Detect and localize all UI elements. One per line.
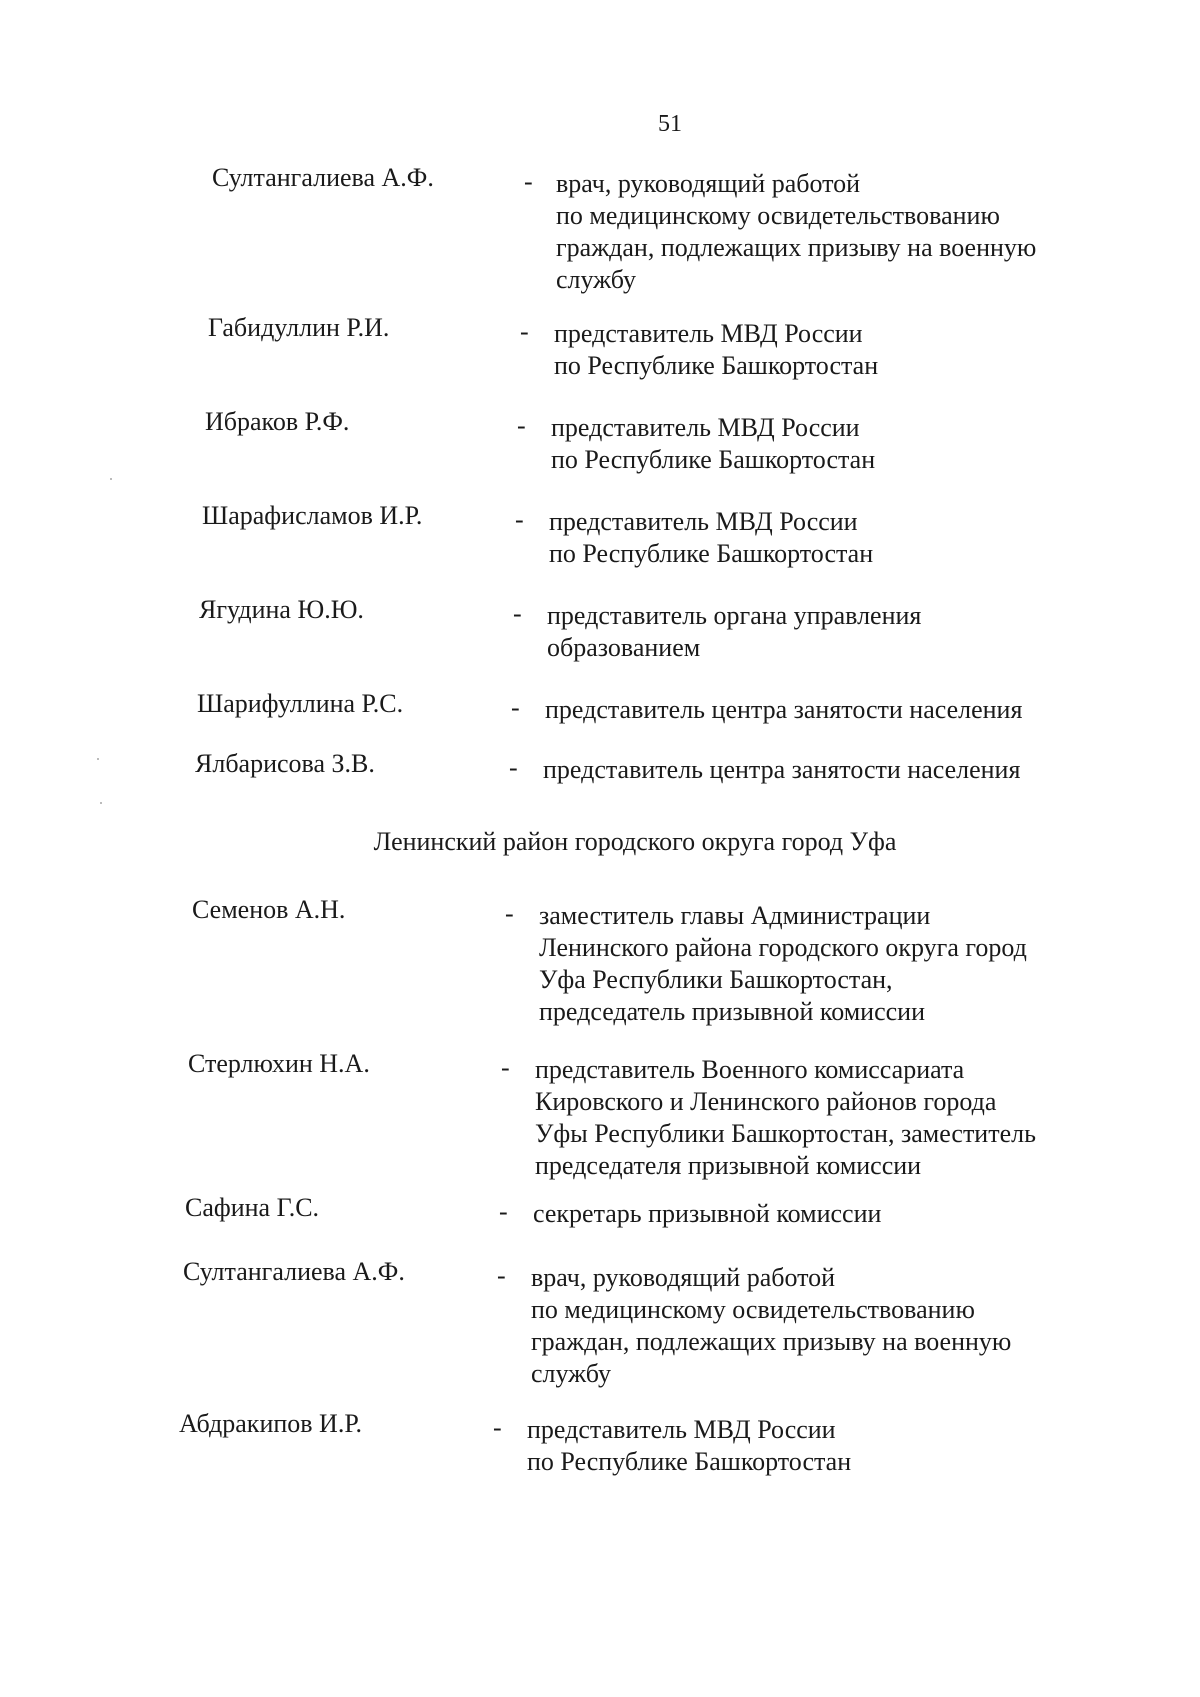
role-line: Ленинского района городского округа город — [539, 933, 1027, 962]
role-line: по Республике Башкортостан — [549, 539, 874, 568]
member-name: Шарифуллина Р.С. — [197, 689, 404, 718]
dash-separator: - — [493, 1413, 502, 1442]
dash-separator: - — [515, 505, 524, 534]
role-line: представитель МВД России — [527, 1415, 836, 1444]
role-line: Уфа Республики Башкортостан, — [539, 965, 893, 994]
member-role — [535, 1054, 1095, 1182]
member-role — [527, 1414, 1087, 1478]
role-line: представитель центра занятости населения — [543, 755, 1021, 784]
member-name: Ягудина Ю.Ю. — [199, 595, 364, 624]
dash-separator: - — [501, 1053, 510, 1082]
member-name: Семенов А.Н. — [192, 895, 346, 924]
page-number: 51 — [658, 111, 682, 137]
member-name: Ялбарисова З.В. — [195, 749, 375, 778]
role-line: председателя призывной комиссии — [535, 1151, 922, 1180]
member-name: Шарафисламов И.Р. — [202, 501, 423, 530]
role-line: врач, руководящий работой — [531, 1263, 836, 1292]
role-line: службу — [556, 265, 637, 294]
member-role — [539, 900, 1099, 1028]
member-name: Габидуллин Р.И. — [208, 313, 390, 342]
member-name: Султангалиева А.Ф. — [183, 1257, 405, 1286]
role-line: граждан, подлежащих призыву на военную — [531, 1327, 1012, 1356]
dash-separator: - — [499, 1197, 508, 1226]
dash-separator: - — [497, 1261, 506, 1290]
role-line: Уфы Республики Башкортостан, заместитель — [535, 1119, 1036, 1148]
member-name: Ибраков Р.Ф. — [205, 407, 350, 436]
role-line: по Республике Башкортостан — [554, 351, 879, 380]
role-line: представитель МВД России — [554, 319, 863, 348]
role-line: представитель МВД России — [549, 507, 858, 536]
scan-speck — [100, 802, 102, 804]
member-role — [543, 754, 1103, 786]
role-line: врач, руководящий работой — [556, 169, 861, 198]
role-line: представитель центра занятости населения — [545, 695, 1023, 724]
dash-separator: - — [505, 899, 514, 928]
member-role — [531, 1262, 1091, 1390]
role-line: представитель МВД России — [551, 413, 860, 442]
role-line: по медицинскому освидетельствованию — [531, 1295, 975, 1324]
role-line: представитель Военного комиссариата — [535, 1055, 965, 1084]
role-line: службу — [531, 1359, 612, 1388]
member-role — [556, 168, 1116, 296]
role-line: Кировского и Ленинского районов города — [535, 1087, 997, 1116]
section-title: Ленинский район городского округа город Уфа — [373, 827, 897, 856]
scan-speck — [110, 478, 112, 480]
member-role — [533, 1198, 1093, 1230]
scan-speck — [97, 758, 99, 760]
dash-separator: - — [509, 753, 518, 782]
member-role — [549, 506, 1109, 570]
dash-separator: - — [524, 167, 533, 196]
role-line: образованием — [547, 633, 701, 662]
member-role — [545, 694, 1105, 726]
role-line: заместитель главы Администрации — [539, 901, 931, 930]
role-line: секретарь призывной комиссии — [533, 1199, 882, 1228]
role-line: по медицинскому освидетельствованию — [556, 201, 1000, 230]
dash-separator: - — [511, 693, 520, 722]
role-line: председатель призывной комиссии — [539, 997, 925, 1026]
role-line: представитель органа управления — [547, 601, 922, 630]
dash-separator: - — [513, 599, 522, 628]
role-line: по Республике Башкортостан — [527, 1447, 852, 1476]
dash-separator: - — [520, 317, 529, 346]
member-role — [547, 600, 1107, 664]
dash-separator: - — [517, 411, 526, 440]
member-role — [551, 412, 1111, 476]
member-name: Султангалиева А.Ф. — [212, 163, 434, 192]
member-name: Сафина Г.С. — [185, 1193, 320, 1222]
member-name: Абдракипов И.Р. — [179, 1409, 363, 1438]
role-line: по Республике Башкортостан — [551, 445, 876, 474]
role-line: граждан, подлежащих призыву на военную — [556, 233, 1037, 262]
member-name: Стерлюхин Н.А. — [188, 1049, 370, 1078]
member-role — [554, 318, 1114, 382]
